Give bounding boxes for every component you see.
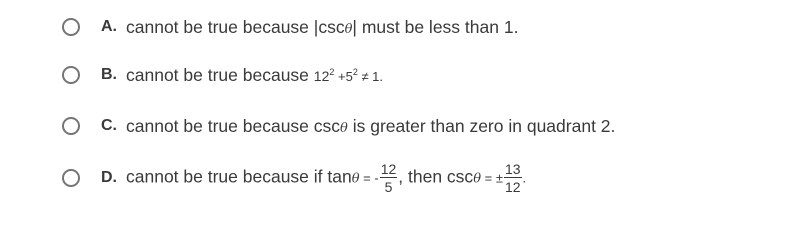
option-text-part: cannot be true because if tan <box>126 166 352 187</box>
fraction-numerator: 13 <box>504 161 521 177</box>
option-text-part: cannot be true because csc <box>126 115 341 136</box>
exponent: 2 <box>352 66 358 77</box>
radio-button-c[interactable] <box>62 117 80 135</box>
radio-button-d[interactable] <box>62 169 80 187</box>
option-text-part: is greater than zero in quadrant 2. <box>347 115 616 136</box>
option-c[interactable] <box>62 111 615 141</box>
option-text <box>126 65 383 86</box>
theta-symbol: θ <box>340 120 348 136</box>
option-d[interactable] <box>62 163 526 193</box>
fraction-numerator: 12 <box>380 161 397 177</box>
option-text-part: , then csc <box>398 166 474 187</box>
theta-symbol: θ <box>473 171 482 187</box>
option-text <box>126 17 518 38</box>
option-b[interactable] <box>62 60 383 90</box>
option-text-part: cannot be true because |csc <box>126 16 345 37</box>
math-term: = ± <box>481 170 503 186</box>
option-text <box>126 116 615 137</box>
theta-symbol: θ <box>351 171 360 187</box>
option-text-part: | must be less than 1. <box>352 16 519 37</box>
option-a[interactable] <box>62 12 518 42</box>
radio-button-a[interactable] <box>62 18 80 36</box>
exponent: 2 <box>329 66 335 77</box>
option-text <box>126 162 526 194</box>
fraction <box>504 162 522 194</box>
math-term: . <box>379 68 384 84</box>
fraction-denominator: 5 <box>384 179 393 195</box>
fraction <box>380 162 398 194</box>
option-text-part: cannot be true because <box>126 64 314 85</box>
option-letter: C. <box>101 117 117 134</box>
math-term: = - <box>359 170 379 186</box>
math-term: ≠ 1 <box>357 68 380 84</box>
fraction-denominator: 12 <box>504 179 521 195</box>
option-letter: A. <box>101 18 117 35</box>
math-term: 12 <box>313 67 330 84</box>
option-letter: B. <box>101 66 117 83</box>
radio-button-b[interactable] <box>62 66 80 84</box>
math-expression <box>314 68 383 84</box>
option-letter: D. <box>101 169 117 186</box>
math-term: +5 <box>334 68 353 84</box>
theta-symbol: θ <box>344 21 353 37</box>
math-term: . <box>522 170 527 186</box>
